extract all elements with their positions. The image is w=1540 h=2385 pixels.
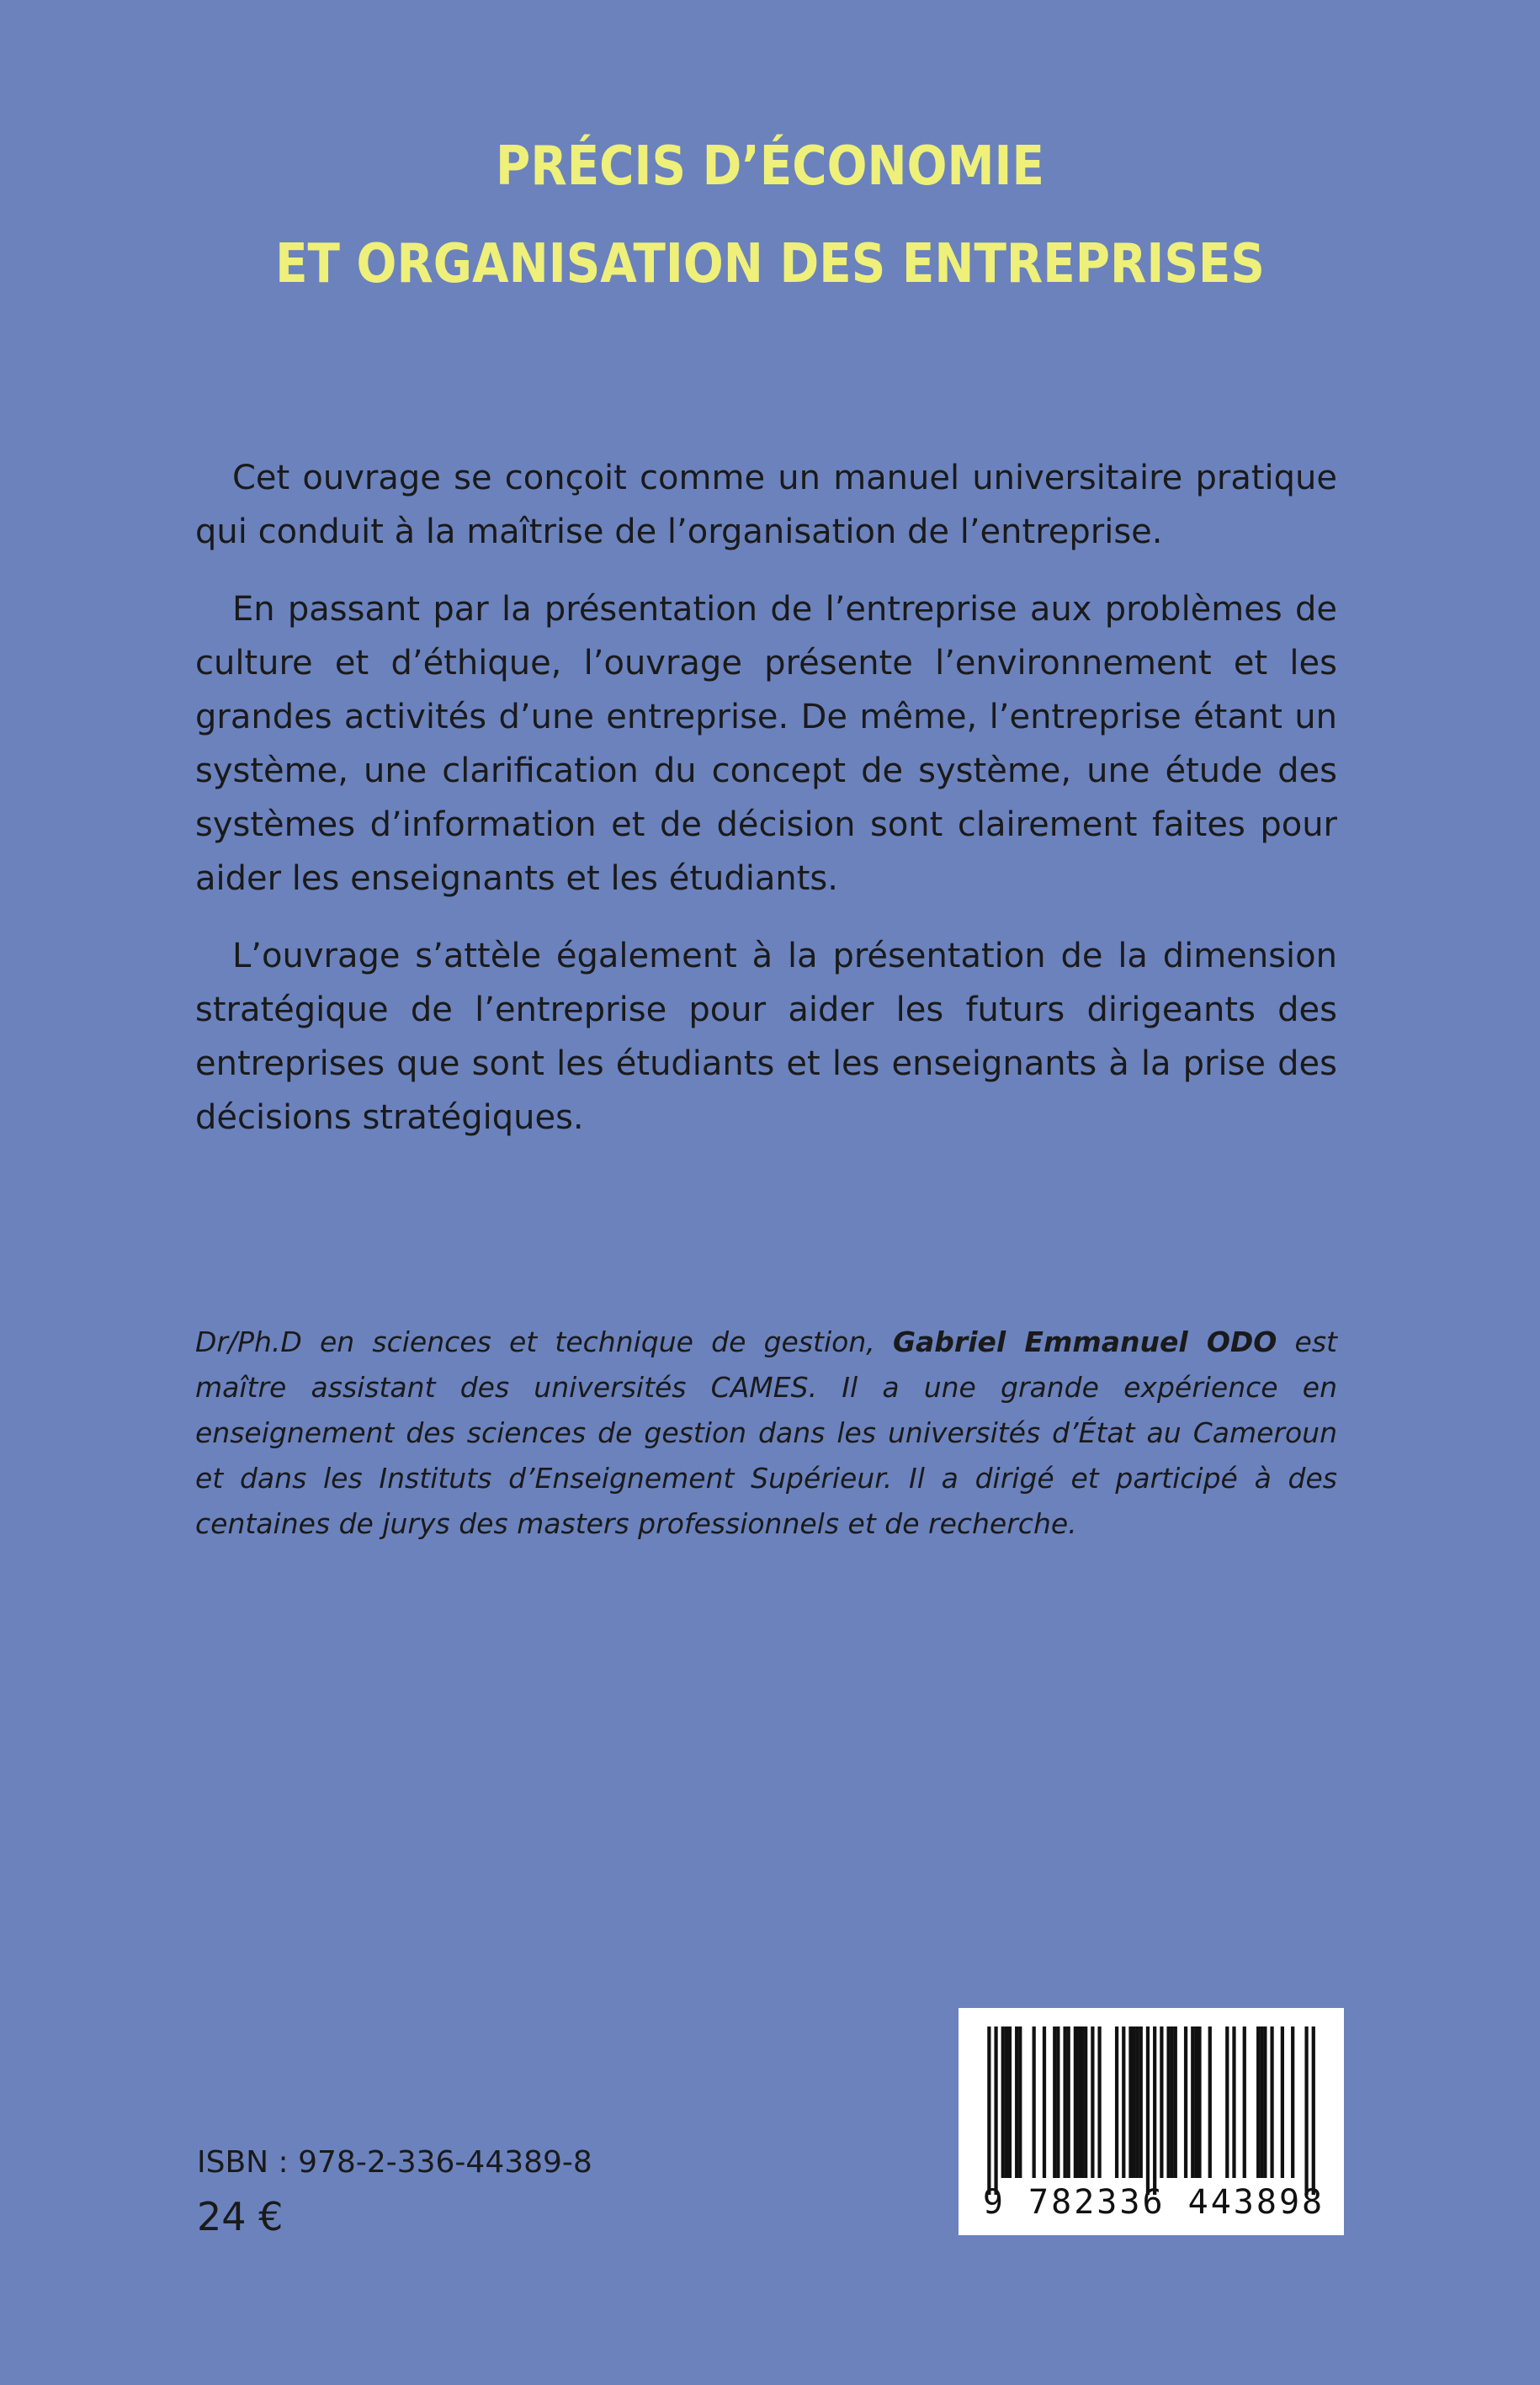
barcode-bar	[1043, 2026, 1046, 2178]
barcode-bar	[1056, 2026, 1059, 2178]
barcode-bar	[1171, 2026, 1174, 2178]
barcode-bar	[1232, 2026, 1235, 2178]
summary-paragraph-2: En passant par la présentation de l’entreprise aux problèmes de culture et d’éthique, l’ouvrage présente l’environnement et les grandes activités d’une entreprise. De même, l’entreprise étant un système, une clarification du concept de système, une étude des systèmes d’information et de décision sont clairement faites pour aider les enseignants et les étudiants.	[195, 590, 1337, 898]
barcode-bar	[1225, 2026, 1229, 2178]
barcode-guard-bar	[994, 2026, 997, 2195]
barcode	[959, 2008, 1344, 2235]
barcode-bar	[1128, 2026, 1132, 2178]
barcode-guard-bar	[1146, 2026, 1150, 2195]
barcode-bar	[1067, 2026, 1070, 2178]
barcode-bar	[1084, 2026, 1087, 2178]
barcode-bar	[1174, 2026, 1177, 2178]
barcode-bar	[1018, 2026, 1022, 2178]
barcode-bar	[1115, 2026, 1118, 2178]
barcode-bar	[1270, 2026, 1273, 2178]
author-bio	[195, 1320, 1337, 1547]
barcode-bar	[1194, 2026, 1197, 2178]
barcode-bar	[1260, 2026, 1263, 2178]
barcode-bar	[1132, 2026, 1135, 2178]
barcode-guard-bar	[1304, 2026, 1308, 2195]
barcode-bar	[1053, 2026, 1056, 2178]
barcode-bar	[1197, 2026, 1201, 2178]
barcode-bar	[1263, 2026, 1267, 2178]
barcode-bar	[1001, 2026, 1005, 2178]
barcode-bar	[1033, 2026, 1036, 2178]
barcode-bar	[1097, 2026, 1101, 2178]
barcode-digits: 9 782336 443898	[982, 2183, 1325, 2222]
price-label: 24 €	[197, 2194, 284, 2239]
barcode-bar	[1136, 2026, 1139, 2178]
barcode-bar	[1243, 2026, 1246, 2178]
barcode-bar	[1091, 2026, 1094, 2178]
barcode-bar	[1166, 2026, 1170, 2178]
summary-paragraph-1: Cet ouvrage se conçoit comme un manuel universitaire pratique qui conduit à la maîtrise de l’organisation de l’entreprise.	[195, 459, 1337, 551]
barcode-guard-bar	[1153, 2026, 1156, 2195]
barcode-bar	[1208, 2026, 1212, 2178]
author-name: Gabriel Emmanuel ODO	[892, 1325, 1277, 1358]
book-title	[0, 118, 1540, 313]
barcode-bar	[1191, 2026, 1194, 2178]
barcode-bar	[1008, 2026, 1012, 2178]
barcode-guard-bar	[1312, 2026, 1315, 2195]
barcode-bar	[1139, 2026, 1143, 2178]
barcode-bar	[1122, 2026, 1125, 2178]
barcode-bar	[1063, 2026, 1066, 2178]
barcode-bar	[1015, 2026, 1018, 2178]
bio-intro: Dr/Ph.D en sciences et technique de gestion,	[195, 1325, 893, 1358]
summary-text	[195, 451, 1337, 1168]
title-line-2: ET ORGANISATION DES ENTREPRISES	[275, 233, 1265, 295]
barcode-bar	[1256, 2026, 1260, 2178]
isbn-label: ISBN : 978-2-336-44389-8	[197, 2145, 592, 2180]
barcode-bar	[1081, 2026, 1084, 2178]
bio-rest: est maître assistant des universités CAMES. Il a une grande expérience en enseignement des sciences de gestion dans les universités d’État au Cameroun et dans les Instituts d’Enseignement Supérieur. Il a dirigé et participé à des centaines de jurys des masters professionnels et de recherche.	[195, 1325, 1337, 1540]
barcode-guard-bar	[987, 2026, 990, 2195]
summary-paragraph-3: L’ouvrage s’attèle également à la présentation de la dimension stratégique de l’entreprise pour aider les futurs dirigeants des entreprises que sont les étudiants et les enseignants à la prise des décisions stratégiques.	[195, 937, 1337, 1137]
barcode-bar	[1160, 2026, 1163, 2178]
barcode-bar	[1005, 2026, 1008, 2178]
barcode-bar	[1074, 2026, 1077, 2178]
barcode-bar	[1077, 2026, 1081, 2178]
barcode-bar	[1184, 2026, 1187, 2178]
barcode-bar	[1291, 2026, 1294, 2178]
barcode-bar	[1281, 2026, 1284, 2178]
title-line-1: PRÉCIS D’ÉCONOMIE	[496, 135, 1044, 198]
